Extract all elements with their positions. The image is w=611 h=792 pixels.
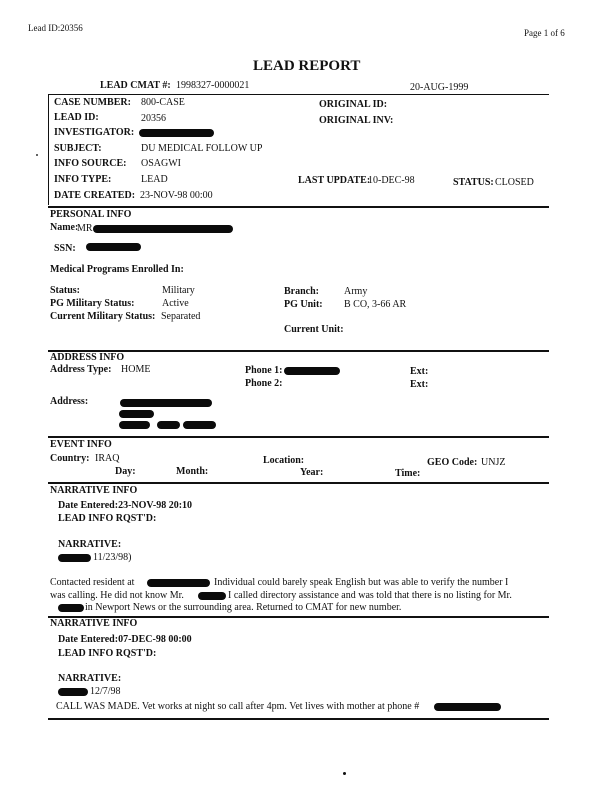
original-id-label: ORIGINAL ID: xyxy=(319,99,388,110)
section-divider xyxy=(48,718,549,720)
month-label: Month: xyxy=(176,466,209,477)
lead-info-rqstd-label: LEAD INFO RQST'D: xyxy=(58,513,157,524)
redaction-mark xyxy=(86,243,141,251)
geo-code-value: UNJZ xyxy=(481,457,506,468)
ext-label-1: Ext: xyxy=(410,366,429,377)
location-label: Location: xyxy=(263,455,305,466)
narrative-label: NARRATIVE: xyxy=(58,673,122,684)
day-label: Day: xyxy=(115,466,136,477)
section-divider xyxy=(48,206,549,208)
current-military-status-value: Separated xyxy=(161,311,201,322)
redaction-mark xyxy=(284,367,340,375)
scan-speck xyxy=(343,772,346,775)
time-label: Time: xyxy=(395,468,421,479)
date-entered: Date Entered:23-NOV-98 20:10 xyxy=(58,500,193,511)
name-label: Name: xyxy=(50,222,79,233)
event-info-heading: EVENT INFO xyxy=(50,439,112,450)
geo-code-label: GEO Code: xyxy=(427,457,478,468)
info-source-label: INFO SOURCE: xyxy=(54,158,127,169)
name-prefix: MR xyxy=(77,223,93,234)
branch-label: Branch: xyxy=(284,286,319,297)
pg-military-status-value: Active xyxy=(162,298,189,309)
lead-info-rqstd-label: LEAD INFO RQST'D: xyxy=(58,648,157,659)
redaction-mark xyxy=(58,554,91,562)
last-update-label: LAST UPDATE: xyxy=(298,175,371,186)
branch-value: Army xyxy=(344,286,368,297)
address-type-value: HOME xyxy=(121,364,151,375)
pg-military-status-label: PG Military Status: xyxy=(50,298,135,309)
cmat-label: LEAD CMAT #: xyxy=(100,80,171,91)
address-label: Address: xyxy=(50,396,89,407)
last-update-value: 10-DEC-98 xyxy=(368,175,415,186)
header-lead-id: Lead ID:20356 xyxy=(28,23,83,33)
ssn-label: SSN: xyxy=(54,243,76,254)
redaction-mark xyxy=(119,410,154,418)
country-value: IRAQ xyxy=(95,453,120,464)
redaction-mark xyxy=(157,421,180,429)
narrative-info-heading: NARRATIVE INFO xyxy=(50,618,138,629)
redaction-mark xyxy=(198,592,226,600)
country-label: Country: xyxy=(50,453,90,464)
redaction-mark xyxy=(183,421,216,429)
narrative-label: NARRATIVE: xyxy=(58,539,122,550)
page-title: LEAD REPORT xyxy=(253,58,361,74)
subject-label: SUBJECT: xyxy=(54,143,102,154)
section-divider xyxy=(48,482,549,484)
scan-speck xyxy=(36,154,38,156)
year-label: Year: xyxy=(300,467,324,478)
status-label: STATUS: xyxy=(453,177,494,188)
status-field-label: Status: xyxy=(50,285,81,296)
ext-label-2: Ext: xyxy=(410,379,429,390)
cmat-value: 1998327-0000021 xyxy=(176,80,250,91)
phone1-label: Phone 1: xyxy=(245,365,283,376)
info-type-label: INFO TYPE: xyxy=(54,174,112,185)
narrative-note: 11/23/98) xyxy=(93,552,132,563)
status-field-value: Military xyxy=(162,285,195,296)
redaction-mark xyxy=(58,688,88,696)
pg-unit-value: B CO, 3-66 AR xyxy=(344,299,407,310)
address-type-label: Address Type: xyxy=(50,364,112,375)
redaction-mark xyxy=(139,129,214,137)
lead-id-value: 20356 xyxy=(141,113,166,124)
narrative-note: 12/7/98 xyxy=(90,686,121,697)
phone2-label: Phone 2: xyxy=(245,378,283,389)
date-created-value: 23-NOV-98 00:00 xyxy=(140,190,213,201)
narrative-text: Individual could barely speak English but was able to verify the number I xyxy=(214,577,509,588)
section-divider xyxy=(48,436,549,438)
report-date: 20-AUG-1999 xyxy=(410,82,469,93)
programs-label: Medical Programs Enrolled In: xyxy=(50,264,184,275)
redaction-mark xyxy=(93,225,233,233)
narrative-text: CALL WAS MADE. Vet works at night so call after 4pm. Vet lives with mother at phone # xyxy=(56,701,420,712)
narrative-text: Contacted resident at xyxy=(50,577,135,588)
redaction-mark xyxy=(147,579,210,587)
narrative-text: was calling. He did not know Mr. xyxy=(50,590,184,601)
redaction-mark xyxy=(120,399,212,407)
subject-value: DU MEDICAL FOLLOW UP xyxy=(141,143,263,154)
address-info-heading: ADDRESS INFO xyxy=(50,352,125,363)
date-entered: Date Entered:07-DEC-98 00:00 xyxy=(58,634,192,645)
current-military-status-label: Current Military Status: xyxy=(50,311,156,322)
divider xyxy=(48,94,549,95)
case-number-label: CASE NUMBER: xyxy=(54,97,131,108)
info-source-value: OSAGWI xyxy=(141,158,181,169)
redaction-mark xyxy=(119,421,150,429)
case-number-value: 800-CASE xyxy=(141,97,185,108)
redaction-mark xyxy=(434,703,501,711)
investigator-label: INVESTIGATOR: xyxy=(54,127,135,138)
current-unit-label: Current Unit: xyxy=(284,324,344,335)
lead-id-label: LEAD ID: xyxy=(54,112,99,123)
page-number: Page 1 of 6 xyxy=(524,28,565,38)
info-type-value: LEAD xyxy=(141,174,168,185)
pg-unit-label: PG Unit: xyxy=(284,299,323,310)
narrative-info-heading: NARRATIVE INFO xyxy=(50,485,138,496)
status-value: CLOSED xyxy=(495,177,534,188)
narrative-text: I called directory assistance and was told that there is no listing for Mr. xyxy=(228,590,512,601)
date-created-label: DATE CREATED: xyxy=(54,190,136,201)
original-inv-label: ORIGINAL INV: xyxy=(319,115,394,126)
personal-info-heading: PERSONAL INFO xyxy=(50,209,132,220)
redaction-mark xyxy=(58,604,84,612)
left-border xyxy=(48,95,49,205)
narrative-text: in Newport News or the surrounding area. Returned to CMAT for new number. xyxy=(85,602,402,613)
